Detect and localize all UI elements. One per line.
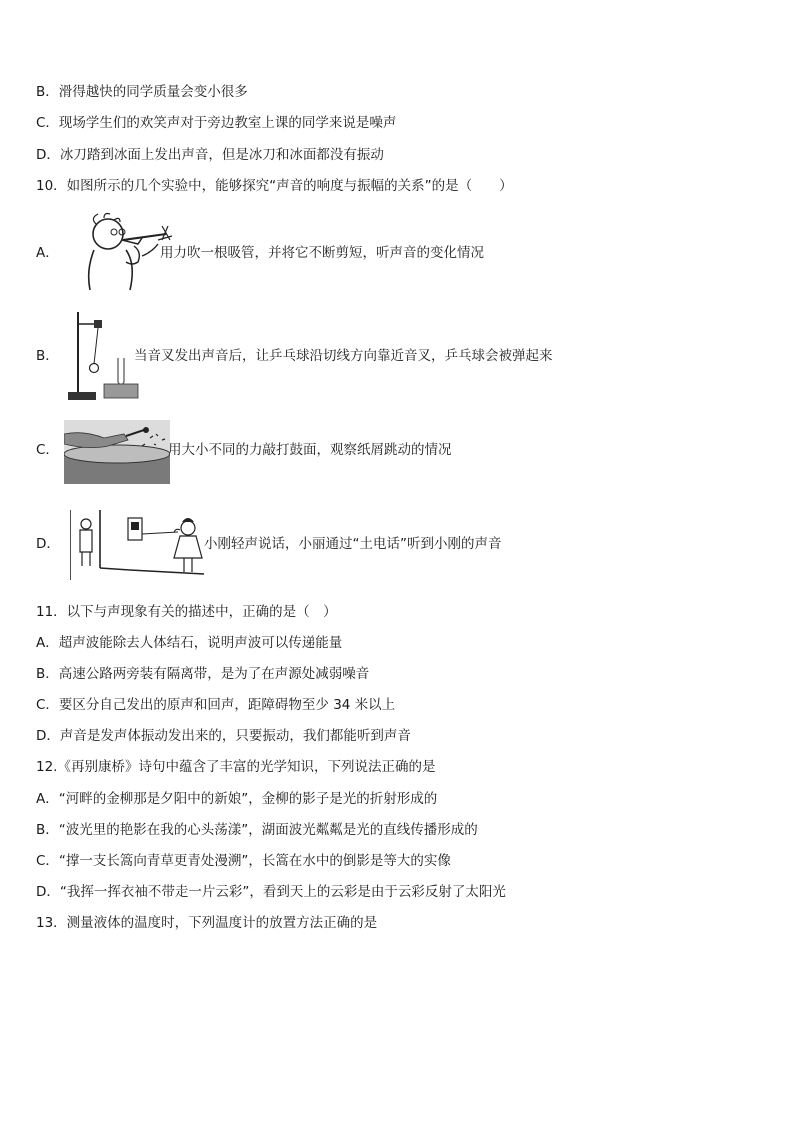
option-text: 用力吹一根吸管，并将它不断剪短，听声音的变化情况 — [160, 245, 484, 261]
option-letter: B． — [36, 348, 59, 364]
option-letter: A． — [36, 245, 59, 261]
q12-option-d: D．“我挥一挥衣袖不带走一片云彩”，看到天上的云彩是由于云彩反射了太阳光 — [36, 884, 506, 900]
option-text: 小刚轻声说话，小丽通过“土电话”听到小刚的声音 — [204, 536, 502, 552]
option-text: 当音叉发出声音后，让乒乓球沿切线方向靠近音叉，乒乓球会被弹起来 — [134, 348, 553, 364]
option-text: 用大小不同的力敲打鼓面，观察纸屑跳动的情况 — [168, 442, 452, 458]
q9-option-b: B．滑得越快的同学质量会变小很多 — [36, 84, 248, 100]
q12-option-c: C．“撑一支长篙向青草更青处漫溯”，长篙在水中的倒影是等大的实像 — [36, 853, 451, 869]
option-letter: C． — [36, 442, 59, 458]
q13-stem: 13．测量液体的温度时，下列温度计的放置方法正确的是 — [36, 915, 378, 931]
string-telephone-figure — [70, 508, 204, 582]
q11-option-c: C．要区分自己发出的原声和回声，距障碍物至少 34 米以上 — [36, 697, 396, 713]
q12-stem: 12.《再别康桥》诗句中蕴含了丰富的光学知识，下列说法正确的是 — [36, 759, 436, 775]
q11-option-b: B．高速公路两旁装有隔离带，是为了在声源处减弱噪音 — [36, 666, 370, 682]
q12-option-b: B．“波光里的艳影在我的心头荡漾”，湖面波光粼粼是光的直线传播形成的 — [36, 822, 478, 838]
q9-option-c: C．现场学生们的欢笑声对于旁边教室上课的同学来说是噪声 — [36, 115, 397, 131]
q11-stem: 11．以下与声现象有关的描述中，正确的是（ ） — [36, 604, 337, 620]
drum-figure — [64, 420, 170, 484]
q11-option-a: A．超声波能除去人体结石，说明声波可以传递能量 — [36, 635, 343, 651]
option-letter: D． — [36, 536, 60, 552]
q9-option-d: D．冰刀踏到冰面上发出声音，但是冰刀和冰面都没有振动 — [36, 147, 384, 163]
q12-option-a: A．“河畔的金柳那是夕阳中的新娘”，金柳的影子是光的折射形成的 — [36, 791, 438, 807]
q10-stem: 10．如图所示的几个实验中，能够探究“声音的响度与振幅的关系”的是（ ） — [36, 178, 513, 194]
tuning-fork-figure — [64, 306, 144, 404]
q11-option-d: D．声音是发声体振动发出来的，只要振动，我们都能听到声音 — [36, 728, 411, 744]
